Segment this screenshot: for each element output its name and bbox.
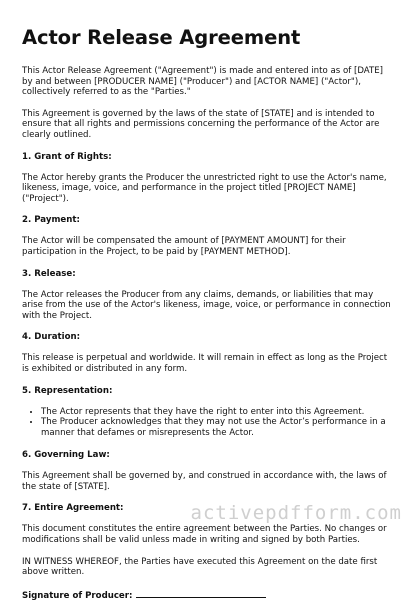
document-title: Actor Release Agreement [22,26,301,49]
section-heading-grant-of-rights: 1. Grant of Rights: [22,151,112,162]
section-heading-representation: 5. Representation: [22,385,113,396]
representation-list [22,407,394,439]
watermark: activepdfform.com [190,502,402,524]
section-body-governing-law: This Agreement shall be governed by, and construed in accordance with, the laws of the state of [STATE]. [22,471,387,492]
section-body-release: The Actor releases the Producer from any claims, demands, or liabilities that may arise from the use of the Actor's likeness, image, voice, or performance in connection with the Project. [22,289,391,321]
list-item: • The Actor represents that they have the right to enter into this Agreement. [41,407,394,418]
signature-label: Signature of Producer: [22,590,133,601]
section-heading-release: 3. Release: [22,268,76,279]
producer-signature-row [22,589,394,602]
section-heading-payment: 2. Payment: [22,215,80,226]
section-heading-entire-agreement: 7. Entire Agreement: [22,503,124,514]
intro-paragraph: This Actor Release Agreement ("Agreement") is made and entered into as of [DATE] by and between [PRODUCER NAME] ("Producer") and [ACTOR NAME] ("Actor"), collectively referred to as the "Parties." [22,66,384,98]
list-item: • The Producer acknowledges that they may not use the Actor’s performance in a manner that defames or misrepresents the Actor. [41,417,394,438]
signature-line[interactable] [136,589,266,598]
witness-paragraph: IN WITNESS WHEREOF, the Parties have executed this Agreement on the date first above written. [22,556,378,578]
section-body-entire-agreement: This document constitutes the entire agreement between the Parties. No changes or modifications shall be valid unless made in writing and signed by both Parties. [22,524,387,546]
section-body-payment: The Actor will be compensated the amount of [PAYMENT AMOUNT] for their participation in the Project, to be paid by [PAYMENT METHOD]. [22,236,346,257]
section-heading-duration: 4. Duration: [22,332,81,343]
section-heading-governing-law: 6. Governing Law: [22,450,110,461]
intro-paragraph: This Agreement is governed by the laws of the state of [STATE] and is intended to ensure that all rights and permissions concerning the performance of the Actor are clearly outlined. [22,108,380,140]
section-body-grant-of-rights: The Actor hereby grants the Producer the unrestricted right to use the Actor's name, likeness, image, voice, and performance in the project titled [PROJECT NAME] ("Project"). [22,172,387,204]
section-body-duration: This release is perpetual and worldwide. It will remain in effect as long as the Project is exhibited or distributed in any form. [22,353,388,374]
